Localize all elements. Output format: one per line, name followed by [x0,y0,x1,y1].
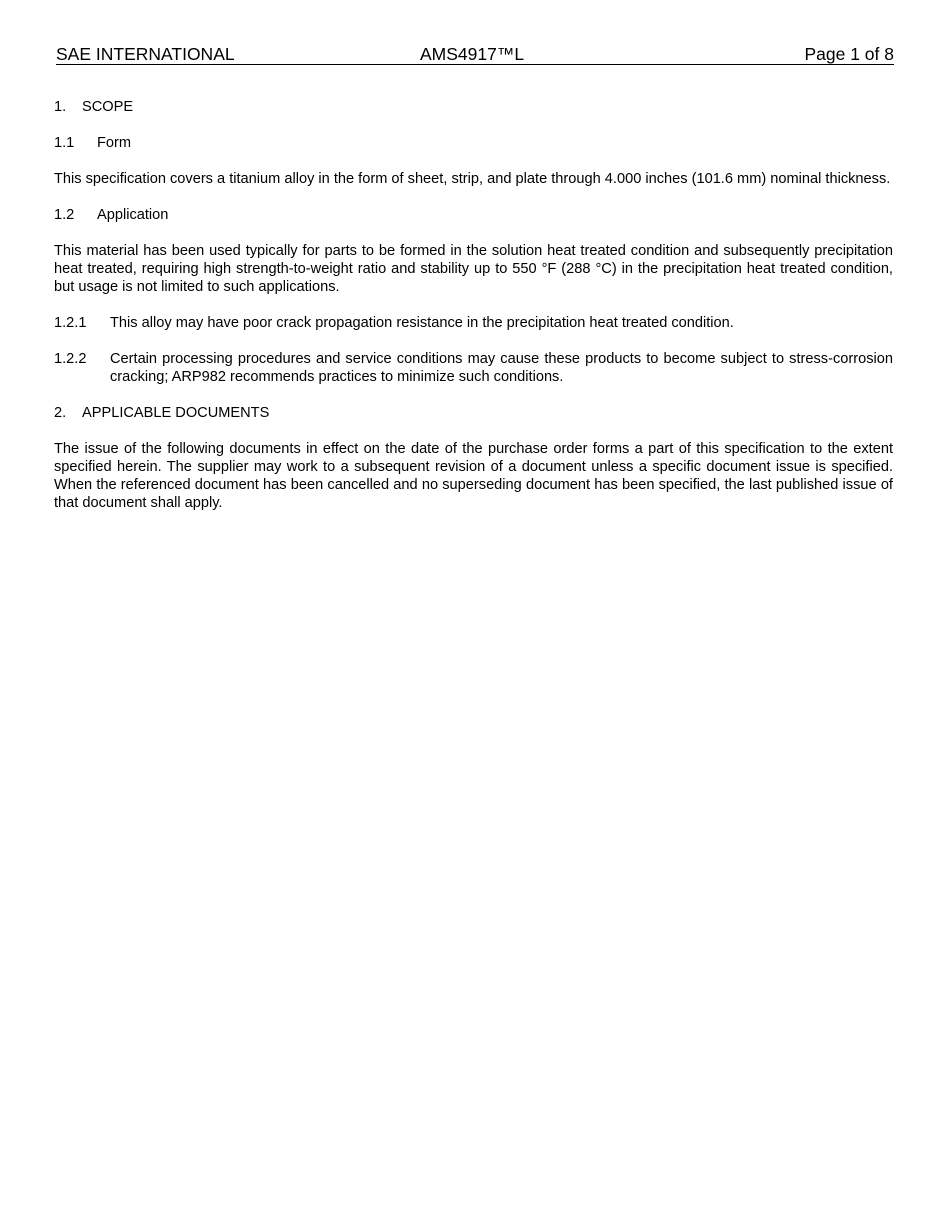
section-heading-form [54,134,893,152]
subsection-1-2-2 [54,350,893,386]
header-organization: SAE INTERNATIONAL [56,44,235,64]
paragraph-form: This specification covers a titanium alloy in the form of sheet, strip, and plate through 4.000 inches (101.6 mm) nominal thickness. [54,171,891,187]
header-document-number: AMS4917™L [420,44,525,64]
section-number: 1. [54,99,67,115]
section-title: Form [97,135,132,151]
paragraph-applicable-documents: The issue of the following documents in effect on the date of the purchase order forms a part of this specification to the extent specified herein. The supplier may work to a subsequent revision of a document unless a specific document issue is specified. When the referenced document has been cancelled and no superseding document has been specified, the last published issue of that document shall apply. [54,441,893,511]
subsection-text: Certain processing procedures and service conditions may cause these products to become subject to stress-corrosion cracking; ARP982 recommends practices to minimize such conditions. [110,351,893,385]
section-heading-scope [54,98,893,116]
section-heading-application [54,206,893,224]
section-number: 1.2 [54,207,75,223]
header-page-number: Page 1 of 8 [804,44,894,64]
section-number: 1.1 [54,135,75,151]
document-body [54,98,893,530]
subsection-1-2-1 [54,314,893,332]
section-title: SCOPE [82,99,134,115]
section-title: Application [97,207,169,223]
subsection-number: 1.2.1 [54,315,87,331]
section-heading-applicable-documents [54,404,893,422]
paragraph-application: This material has been used typically for parts to be formed in the solution heat treated condition and subsequently precipitation heat treated, requiring high strength-to-weight ratio and stability up to 550 °F (288 °C) in the precipitation heat treated condition, but usage is not limited to such applications. [54,243,893,295]
section-number: 2. [54,405,67,421]
page-header [56,44,894,65]
subsection-number: 1.2.2 [54,351,87,367]
subsection-text: This alloy may have poor crack propagation resistance in the precipitation heat treated condition. [110,315,734,331]
section-title: APPLICABLE DOCUMENTS [82,405,270,421]
